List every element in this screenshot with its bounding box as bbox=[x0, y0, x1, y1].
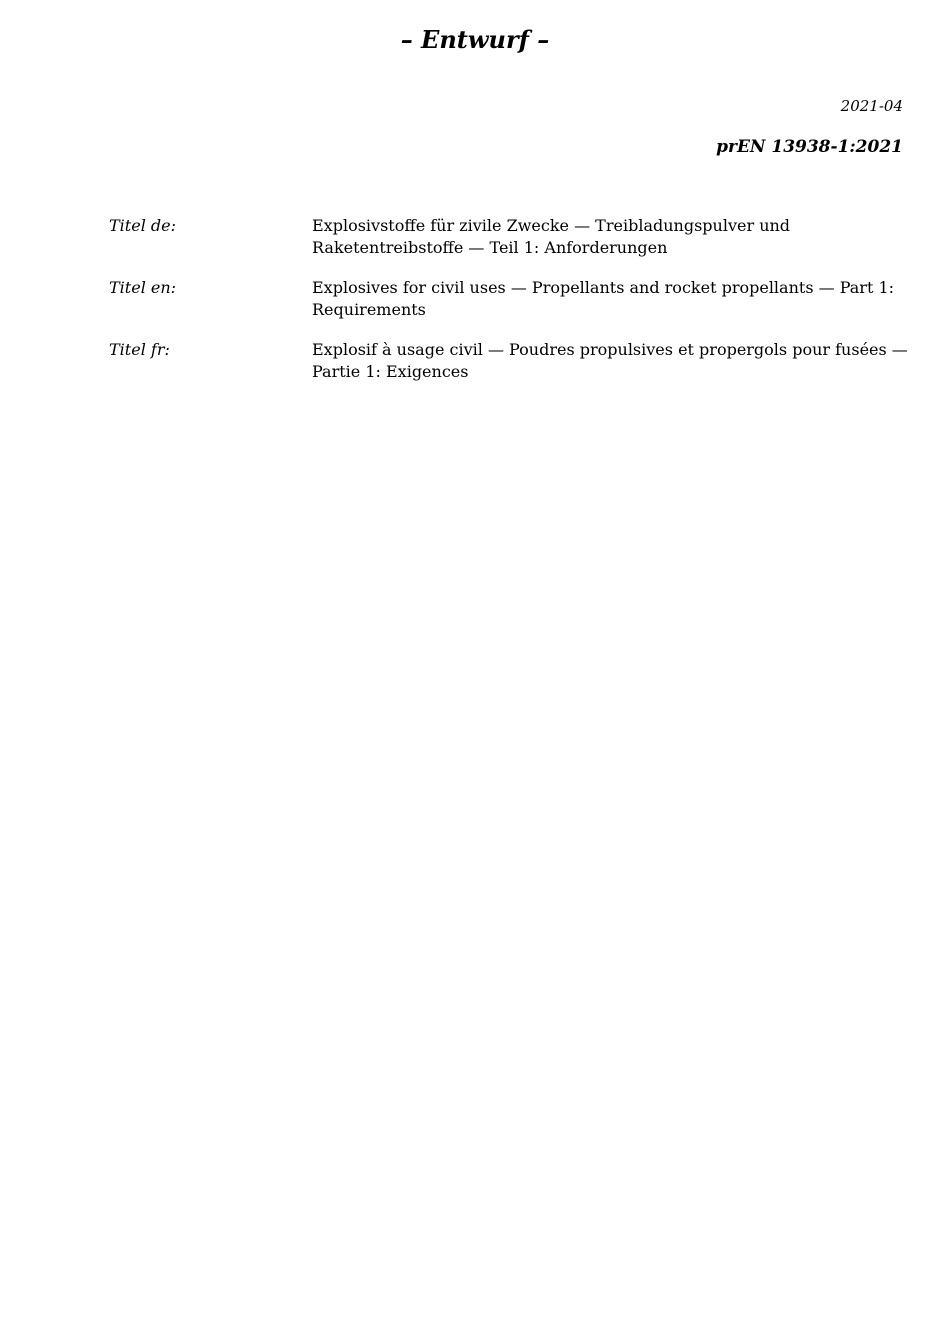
title-label-de: Titel de: bbox=[109, 216, 176, 235]
title-text-de-line-1: Explosivstoffe für zivile Zwecke — Treibladungspulver und bbox=[312, 216, 791, 235]
title-label-en: Titel en: bbox=[109, 278, 177, 297]
title-text-de bbox=[312, 215, 902, 259]
title-text-en bbox=[312, 277, 902, 321]
title-text-fr-line-2: Partie 1: Exigences bbox=[312, 362, 469, 381]
title-text-de-line-2: Raketentreibstoffe — Teil 1: Anforderungen bbox=[312, 238, 668, 257]
document-number: prEN 13938-1:2021 bbox=[716, 137, 903, 157]
title-text-en-line-2: Requirements bbox=[312, 300, 426, 319]
title-text-fr bbox=[312, 339, 908, 383]
title-label-fr: Titel fr: bbox=[109, 340, 170, 359]
document-date: 2021-04 bbox=[840, 97, 903, 115]
draft-title: – Entwurf – bbox=[400, 25, 550, 54]
title-text-fr-line-1: Explosif à usage civil — Poudres propulsives et propergols pour fusées — bbox=[312, 340, 908, 359]
title-text-en-line-1: Explosives for civil uses — Propellants and rocket propellants — Part 1: bbox=[312, 278, 895, 297]
